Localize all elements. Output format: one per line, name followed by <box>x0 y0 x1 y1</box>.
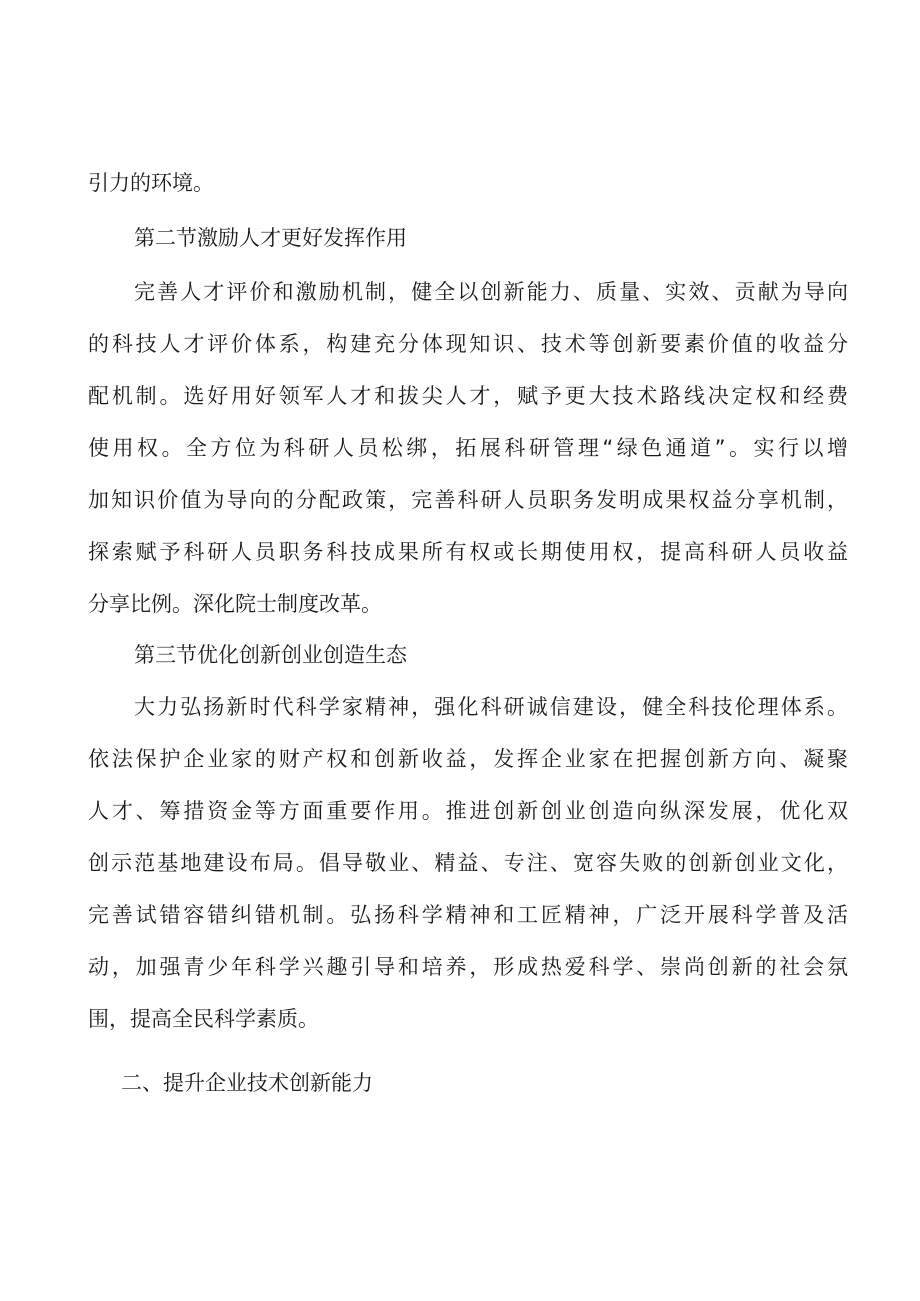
paragraph-line: 动，加强青少年科学兴趣引导和培养，形成热爱科学、崇尚创新的社会氛 <box>88 955 848 979</box>
paragraph-line: 围，提高全民科学素质。 <box>88 1007 319 1031</box>
paragraph-line: 大力弘扬新时代科学家精神，强化科研诚信建设，健全科技伦理体系。 <box>134 695 848 719</box>
paragraph-line: 使用权。全方位为科研人员松绑，拓展科研管理“绿色通道”。实行以增 <box>88 436 848 460</box>
part-2-heading: 二、提升企业技术创新能力 <box>121 1071 373 1095</box>
paragraph-line: 完善试错容错纠错机制。弘扬科学精神和工匠精神，广泛开展科学普及活 <box>88 903 848 927</box>
paragraph-line: 人才、筹措资金等方面重要作用。推进创新创业创造向纵深发展，优化双 <box>88 799 848 823</box>
paragraph-line: 创示范基地建设布局。倡导敬业、精益、专注、宽容失败的创新创业文化， <box>88 851 848 875</box>
paragraph-line: 的科技人才评价体系，构建充分体现知识、技术等创新要素价值的收益分 <box>88 332 848 356</box>
paragraph-line: 分享比例。深化院士制度改革。 <box>88 592 382 616</box>
section-3-heading: 第三节优化创新创业创造生态 <box>134 643 407 667</box>
section-2-heading: 第二节激励人才更好发挥作用 <box>134 226 407 250</box>
paragraph-line: 完善人才评价和激励机制，健全以创新能力、质量、实效、贡献为导向 <box>134 280 848 304</box>
paragraph-line: 依法保护企业家的财产权和创新收益，发挥企业家在把握创新方向、凝聚 <box>88 747 848 771</box>
paragraph-line: 加知识价值为导向的分配政策，完善科研人员职务发明成果权益分享机制， <box>88 488 848 512</box>
paragraph-line: 配机制。选好用好领军人才和拔尖人才，赋予更大技术路线决定权和经费 <box>88 384 848 408</box>
continuation-text: 引力的环境。 <box>88 171 214 195</box>
paragraph-line: 探索赋予科研人员职务科技成果所有权或长期使用权，提高科研人员收益 <box>88 540 848 564</box>
